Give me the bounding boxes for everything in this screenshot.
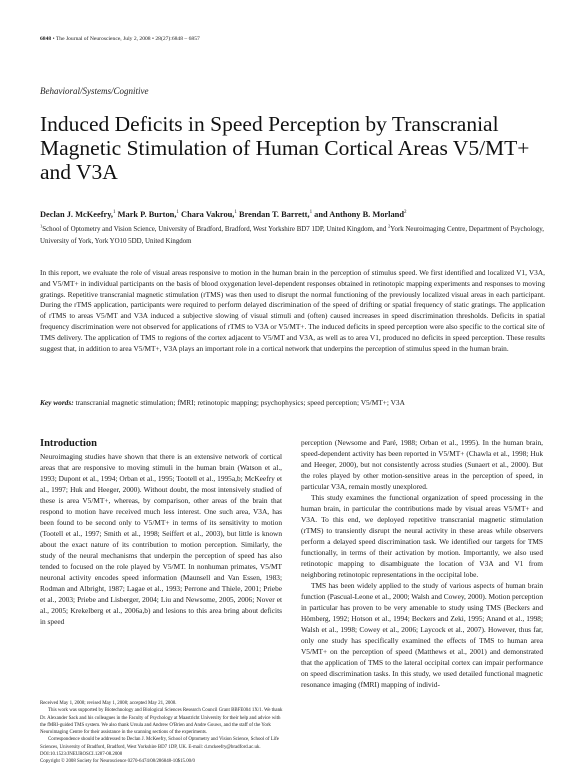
- affiliation-marker: 2: [388, 223, 391, 229]
- abstract: In this report, we evaluate the role of visual areas responsive to motion in the human brain in the perception of stimulus speed. We first identified and localized V1, V3A, and V5/MT+ in individual participants on the basis of blood oxygenation level-dependent responses obtained in retinotopic mapping experiments and responses to moving gratings. Repetitive transcranial magnetic stimulation (rTMS) was then used to disrupt the normal functioning of the previously localized visual areas in each participant. During the rTMS application, participants were required to perform delayed discrimination of the speed of drifting or spatial frequency of static gratings. The application of rTMS to areas V5/MT and V3A induced a subjective slowing of visual stimuli and (often) caused increases in speed discrimination thresholds. Deficits in spatial frequency discrimination were not observed for applications of rTMS to V3A or V5/MT+. The induced deficits in speed perception were also specific to the cortical site of TMS delivery. The application of TMS to regions of the cortex adjacent to V5/MT and V3A, as well as to area V1, produced no deficits in speed perception. These results suggest that, in addition to area V5/MT+, V3A plays an important role in a cortical network that underpins the perception of stimulus speed in the human brain.: [40, 268, 545, 353]
- author-name: Chara Vakrou,: [181, 210, 235, 219]
- section-heading-introduction: Introduction: [40, 438, 97, 449]
- footnote-copyright: Copyright © 2008 Society for Neuroscience 0270-6474/08/286848-10$15.00/0: [40, 759, 195, 765]
- author-name: Mark P. Burton,: [117, 210, 177, 219]
- section-label: Behavioral/Systems/Cognitive: [40, 86, 149, 96]
- body-paragraph: This study examines the functional organization of speed processing in the human brain, in particular the contributions made by visual areas V5/MT+ and V3A. To this end, we deployed repetitive transcranial magnetic stimulation (rTMS) to transiently disrupt the neural activity in these areas while observers perform a delayed speed discrimination task. We identified our targets for TMS functionally, in terms of their activation by motion. Importantly, we also used retinotopic mapping to disambiguate the location of V3A and V1 from neighboring retinotopic representations in the occipital lobe.: [301, 493, 543, 579]
- author-affiliation-marker: 1: [113, 210, 116, 216]
- author-name: and Anthony B. Morland: [314, 210, 404, 219]
- author-name: Brendan T. Barrett,: [238, 210, 310, 219]
- author-list: [40, 210, 560, 219]
- author-name: Declan J. McKeefry,: [40, 210, 114, 219]
- running-head: [40, 36, 550, 42]
- keywords-text: transcranial magnetic stimulation; fMRI; retinotopic mapping; psychophysics; speed perception; V5/MT+; V3A: [73, 398, 405, 407]
- footnote-funding: This work was supported by Biotechnology and Biological Sciences Research Council Grant BBFE004 1X/1. We thank Dr. Alexander Sack and his colleagues in the Faculty of Psychology at Maastricht University for their help and advice with the fMRI-guided TMS system. We also thank Ursula and Andrew O'Brien and Andre Gouws, and the staff of the York Neuroimaging Centre for their assistance in the scanning sections of the experiments.: [40, 708, 283, 736]
- body-paragraph: Neuroimaging studies have shown that there is an extensive network of cortical areas that are responsive to moving stimuli in the human brain (Watson et al., 1993; Dupont et al., 1994; Orban et al., 1995; Tootell et al., 1995a,b; McKeefry et al., 1997; Huk and Heeger, 2000). Without doubt, the most intensively studied of these is area V5/MT+, whereas, by comparison, other areas of the brain that respond to motion have received much less interest. One such area, V3A, has been found to be second only to V5/MT+ in terms of its sensitivity to motion (Tootell et al., 1997; Smith et al., 1998; Seiffert et al., 2003), but little is known about the exact nature of its contribution to motion perception. Similarly, the study of the neural mechanisms that underpin the perception of speed has also tended to focused on the role played by V5/MT. In nonhuman primates, V5/MT neuronal activity encodes speed information (Maunsell and Van Essen, 1983; Rodman and Albright, 1987; Lagae et al., 1993; Perrone and Thiele, 2001; Priebe et al., 2003; Priebe and Lisberger, 2004; Liu and Newsome, 2005, 2006; Nover et al., 2005; Krekelberg et al., 2006a,b) and lesions to this area bring about deficits in speed: [40, 452, 282, 626]
- body-paragraph: TMS has been widely applied to the study of various aspects of human brain function (Pascual-Leone et al., 2000; Walsh and Cowey, 2000). Motion perception in particular has proven to be very amenable to study using TMS (Beckers and Hömberg, 1992; Hotson et al., 1994; Beckers and Zeki, 1995; Anand et al., 1998; Walsh et al., 1998; Cowey et al., 2006; Laycock et al., 2007). However, thus far, only one study has specifically examined the effects of TMS to human area V5/MT+ on the perception of speed (Matthews et al., 2001) and demonstrated that the application of TMS to the lateral occipital cortex can impair performance on speed discrimination tasks. In this study, we used detailed functional magnetic resonance imaging (fMRI) mapping of individ-: [301, 581, 543, 689]
- footnote-received: Received May 1, 2008; revised May 1, 2008; accepted May 21, 2008.: [40, 701, 177, 706]
- affiliation-text: York Neuroimaging Centre, Department of Psychology, University of York, York YO10 5DD, United Kingdom: [40, 226, 544, 245]
- author-affiliation-marker: 1: [176, 210, 179, 216]
- footnotes: [40, 700, 283, 766]
- author-affiliation-marker: 1: [309, 210, 313, 216]
- affiliation-text: School of Optometry and Vision Science, University of Bradford, Bradford, West Yorkshire BD7 1DP, United Kingdom, and: [42, 226, 389, 233]
- body-column-left: [40, 437, 282, 627]
- keywords: [40, 398, 545, 409]
- journal-citation: • The Journal of Neuroscience, July 2, 2008 • 28(27):6848 – 6857: [52, 36, 200, 42]
- affiliations: [40, 224, 550, 248]
- author-affiliation-marker: 1: [234, 210, 237, 216]
- article-title: Induced Deficits in Speed Perception by Transcranial Magnetic Stimulation of Human Cortical Areas V5/MT+ and V3A: [40, 112, 530, 184]
- footnote-doi: DOI:10.1523/JNEUROSCI.1287-08.2008: [40, 752, 123, 758]
- body-paragraph: perception (Newsome and Paré, 1988; Orban et al., 1995). In the human brain, speed-dependent activity has been reported in V5/MT+ (Chawla et al., 1998; Huk and Heeger, 2000), but not consistently across studies (Sunaert et al., 2000). But the roles played by other motion-sensitive areas in the perception of speed, in particular V3A, remain mostly unexplored.: [301, 438, 543, 491]
- keywords-label: Key words:: [40, 398, 74, 407]
- affiliation-marker: 1: [40, 223, 43, 229]
- footnote-correspondence: Correspondence should be addressed to Declan J. McKeefry, School of Optometry and Vision Science, School of Life Sciences, University of Bradford, Bradford, West Yorkshire BD7 1DP, UK. E-mail: d.mckeefry@bradford.ac.uk.: [40, 737, 279, 750]
- body-column-right: [301, 437, 543, 690]
- author-affiliation-marker: 2: [403, 210, 407, 216]
- page-number: 6848: [40, 36, 52, 42]
